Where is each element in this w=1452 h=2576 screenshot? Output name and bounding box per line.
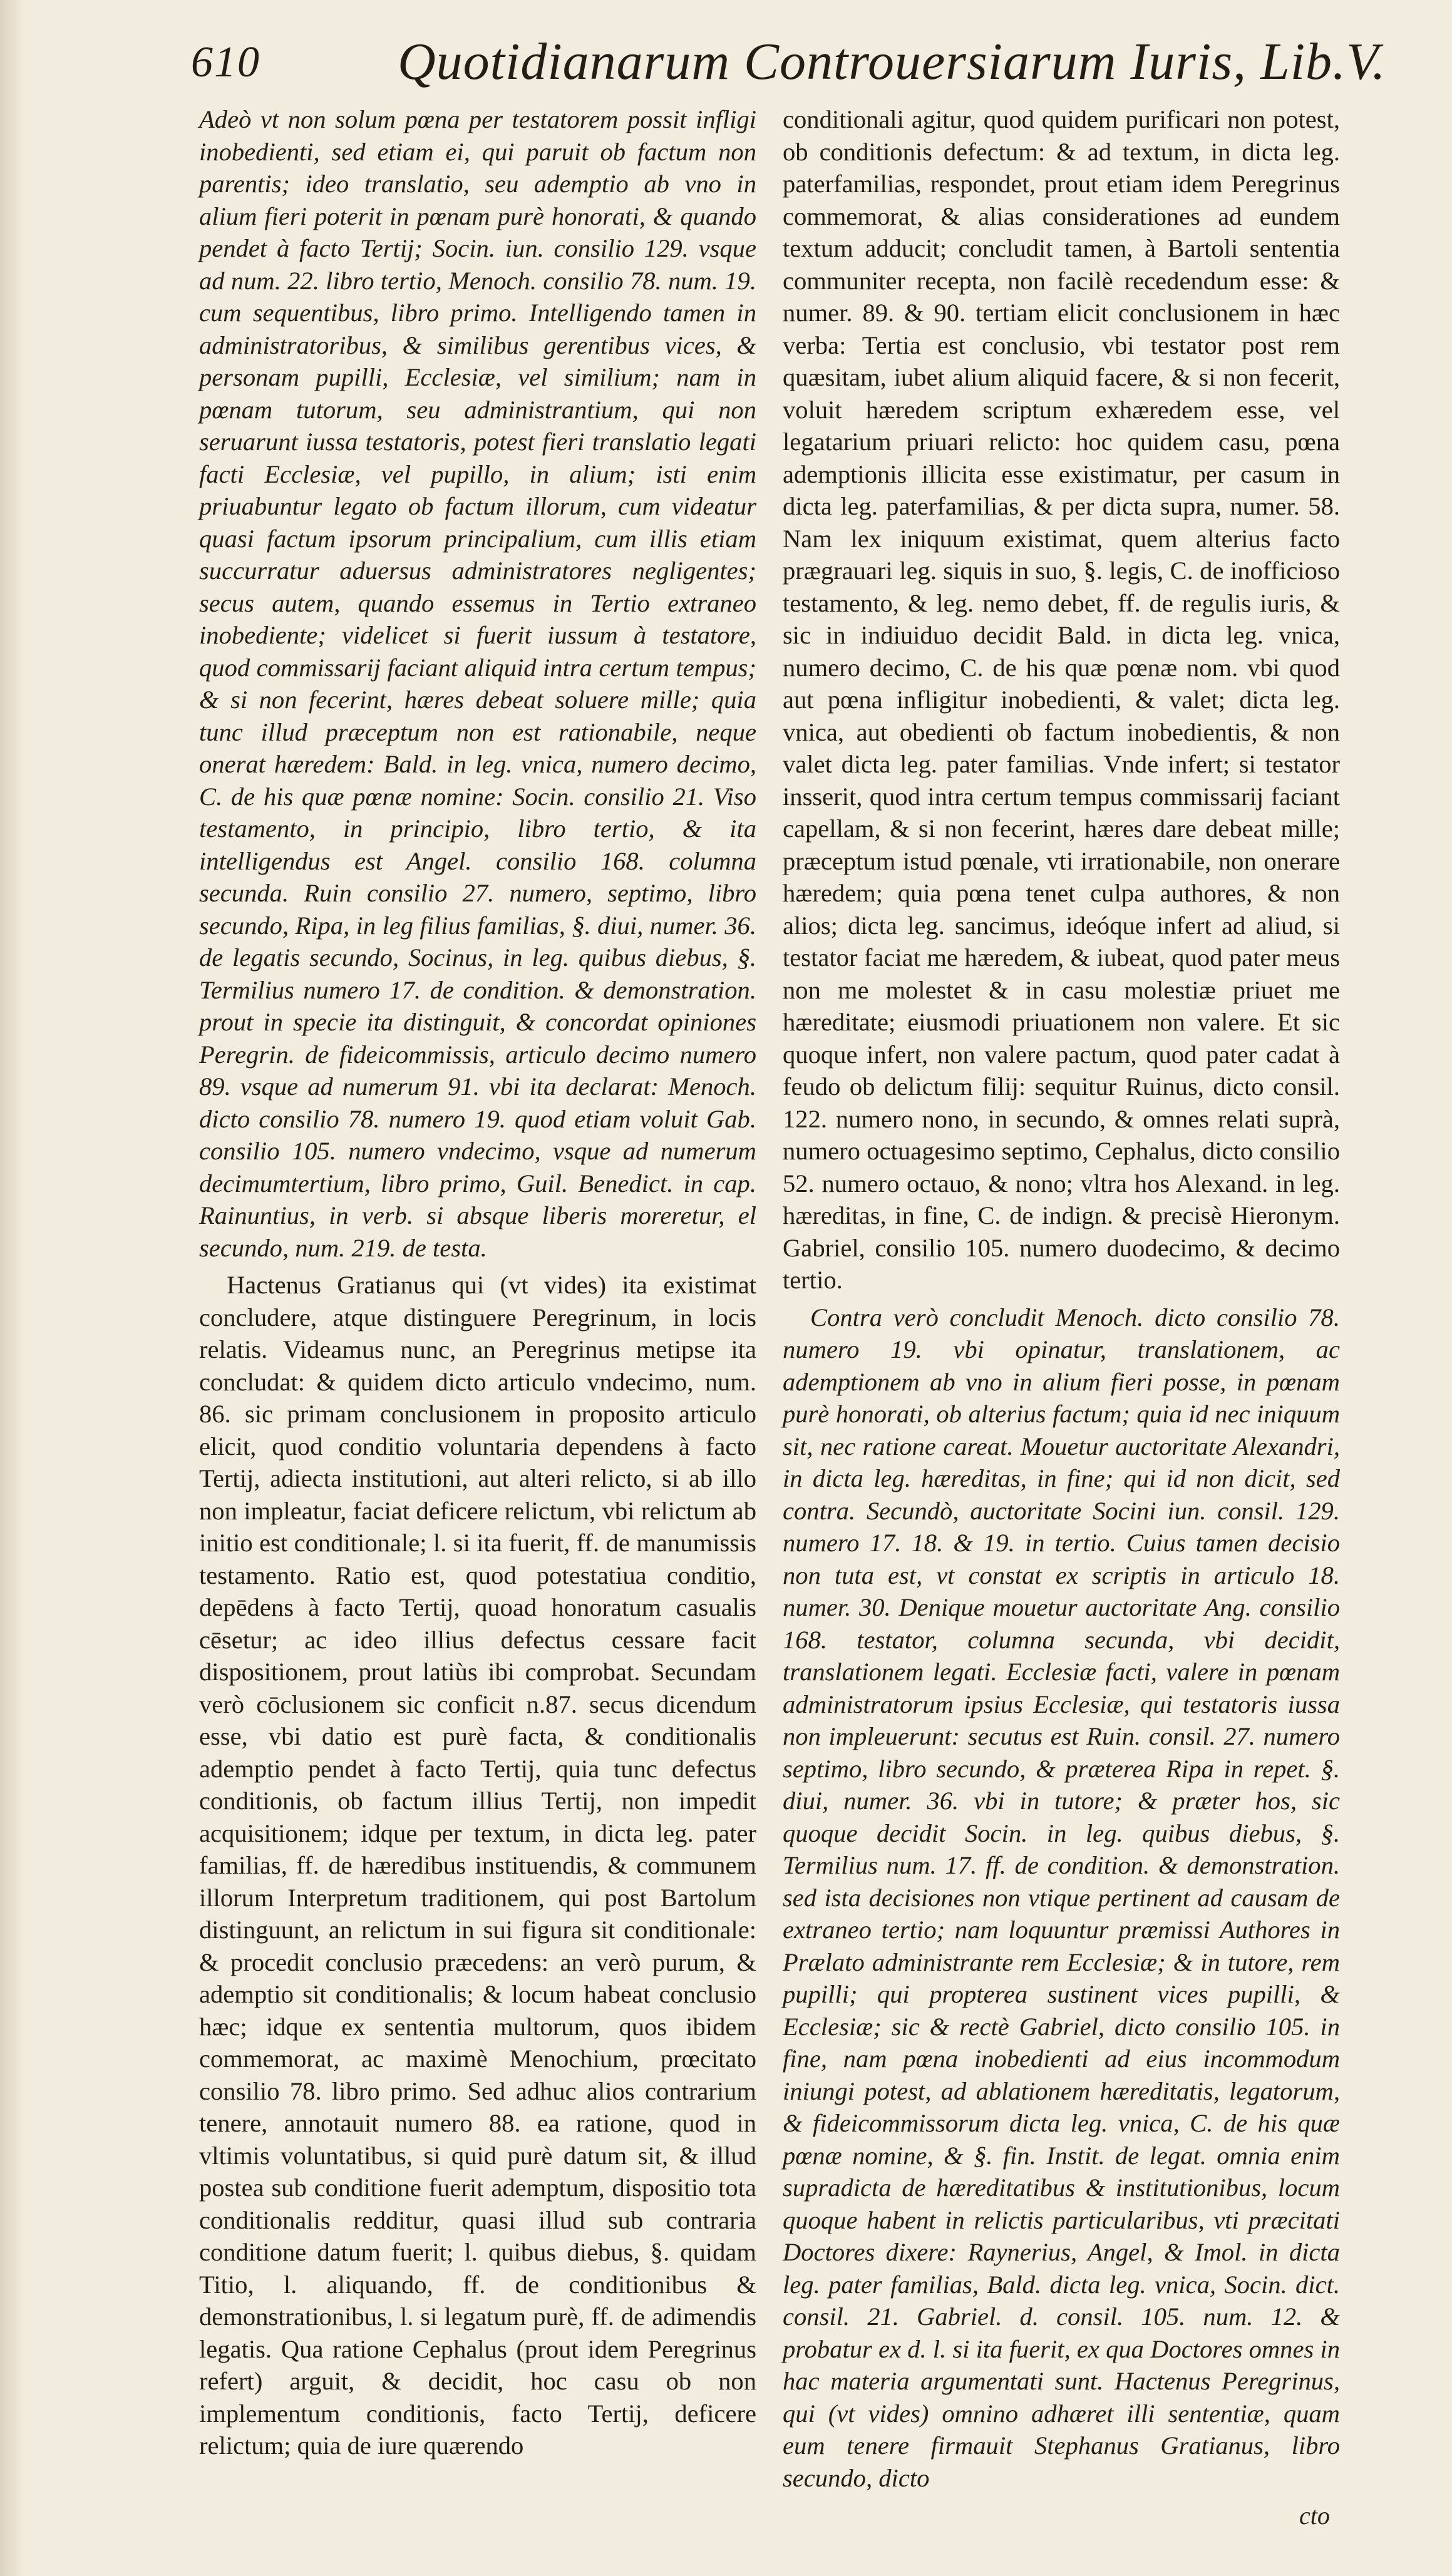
- paragraph: Adeò vt non solum pœna per testatorem possit infligi inobedienti, sed etiam ei, qui paruit ob factum non parentis; ideo translatio, seu ademptio ab vno in alium fieri poterit in pœnam purè honorati, & quando pendet à facto Tertij; Socin. iun. consilio 129. vsque ad num. 22. libro tertio, Menoch. consilio 78. num. 19. cum sequentibus, libro primo. Intelligendo tamen in administratoribus, & similibus gerentibus vices, & personam pupilli, Ecclesiæ, vel similium; nam in pœnam tutorum, seu administrantium, qui non seruarunt iussa testatoris, potest fieri translatio legati facti Ecclesiæ, vel pupillo, in alium; isti enim priuabuntur legato ob factum illorum, cum videatur quasi factum ipsorum principalium, cum illis etiam succurratur aduersus administratores negligentes; secus autem, quando essemus in Tertio extraneo inobediente; videlicet si fuerit iussum à testatore, quod commissarij faciant aliquid intra certum tempus; & si non fecerint, hæres debeat soluere mille; quia tunc illud præceptum non est rationabile, neque onerat hæredem: Bald. in leg. vnica, numero decimo, C. de his quæ pœnæ nomine: Socin. consilio 21. Viso testamento, in principio, libro tertio, & ita intelligendus est Angel. consilio 168. columna secunda. Ruin consilio 27. numero, septimo, libro secundo, Ripa, in leg filius familias, §. diui, numer. 36. de legatis secundo, Socinus, in leg. quibus diebus, §. Termilius numero 17. de condition. & demonstration. prout in specie ita distinguit, & concordat opiniones Peregrin. de fideicommissis, articulo decimo numero 89. vsque ad numerum 91. vbi ita declarat: Menoch. dicto consilio 78. numero 19. quod etiam voluit Gab. consilio 105. numero vndecimo, vsque ad numerum decimumtertium, libro primo, Guil. Benedict. in cap. Rainuntius, in verb. si absque liberis moreretur, el secundo, num. 219. de testa.: [199, 105, 756, 1262]
- page-number: 610: [191, 38, 260, 86]
- page-edge-shadow: [0, 0, 25, 2576]
- page-header: [191, 26, 1386, 101]
- catchword: cto: [1299, 2502, 1330, 2530]
- right-column: [783, 103, 1340, 2494]
- running-title: Quotidianarum Controuersiarum Iuris, Lib.V.: [398, 33, 1386, 91]
- paragraph: Hactenus Gratianus qui (vt vides) ita existimat concludere, atque distinguere Peregrinum, in locis relatis. Videamus nunc, an Peregrinus metipse ita concludat: & quidem dicto articulo vndecimo, num. 86. sic primam conclusionem in proposito articulo elicit, quod conditio voluntaria dependens à facto Tertij, adiecta institutioni, aut alteri relicto, si ab illo non impleatur, faciat deficere relictum, vbi relictum ab initio est conditionale; l. si ita fuerit, ff. de manumissis testamento. Ratio est, quod potestatiua conditio, depēdens à facto Tertij, quoad honoratum casualis cēsetur; ac ideo illius defectus cessare facit dispositionem, prout latiùs ibi comprobat. Secundam verò cōclusionem sic conficit n.87. secus dicendum esse, vbi datio est purè facta, & conditionalis ademptio pendet à facto Tertij, quia tunc defectus conditionis, ob factum illius Tertij, non impedit acquisitionem; idque per textum, in dicta leg. pater familias, ff. de hæredibus instituendis, & communem illorum Interpretum traditionem, qui post Bartolum distinguunt, an relictum in sui figura sit conditionale: & procedit conclusio præcedens: an verò purum, & ademptio sit conditionalis; & locum habeat conclusio hæc; idque ex sententia multorum, quos ibidem commemorat, ac maximè Menochium, prœcitato consilio 78. libro primo. Sed adhuc alios contrarium tenere, annotauit numero 88. ea ratione, quod in vltimis voluntatibus, si quid purè datum sit, & illud postea sub conditione fuerit ademptum, dispositio tota conditionalis redditur, quasi illud sub contraria conditione datum fuerit; l. quibus diebus, §. quidam Titio, l. aliquando, ff. de conditionibus & demonstrationibus, l. si legatum purè, ff. de adimendis legatis. Qua ratione Cephalus (prout idem Peregrinus refert) arguit, & decidit, hoc casu ob non implementum conditionis, facto Tertij, deficere relictum; quia de iure quærendo: [199, 1271, 756, 2460]
- left-column: [199, 103, 756, 2462]
- paragraph: Contra verò concludit Menoch. dicto consilio 78. numero 19. vbi opinatur, translationem, ac ademptionem ab vno in alium fieri posse, in pœnam purè honorati, ob alterius factum; quia id nec iniquum sit, nec ratione careat. Mouetur auctoritate Alexandri, in dicta leg. hæreditas, in fine; qui id non dicit, sed contra. Secundò, auctoritate Socini iun. consil. 129. numero 17. 18. & 19. in tertio. Cuius tamen decisio non tuta est, vt constat ex scriptis in articulo 18. numer. 30. Denique mouetur auctoritate Ang. consilio 168. testator, columna secunda, vbi decidit, translationem legati. Ecclesiæ facti, valere in pœnam administratorum ipsius Ecclesiæ, qui testatoris iussa non impleuerunt: secutus est Ruin. consil. 27. numero septimo, libro secundo, & præterea Ripa in repet. §. diui, numer. 36. vbi in tutore; & præter hos, sic quoque decidit Socin. in leg. quibus diebus, §. Termilius num. 17. ff. de condition. & demonstration. sed ista decisiones non vtique pertinent ad causam de extraneo tertio; nam loquuntur præmissi Authores in Prælato administrante rem Ecclesiæ; & in tutore, rem pupilli; qui propterea sustinent vices pupilli, & Ecclesiæ; sic & rectè Gabriel, dicto consilio 105. in fine, nam pœna inobedienti ad eius incommodum iniungi potest, ad ablationem hæreditatis, legatorum, & fideicommissorum dicta leg. vnica, C. de his quæ pœnæ nomine, & §. fin. Instit. de legat. omnia enim supradicta de hæreditatibus & institutionibus, locum quoque habent in relictis particularibus, vti præcitati Doctores dixere: Raynerius, Angel, & Imol. in dicta leg. pater familias, Bald. dicta leg. vnica, Socin. dict. consil. 21. Gabriel. d. consil. 105. num. 12. & probatur ex d. l. si ita fuerit, ex qua Doctores omnes in hac materia argumentati sunt. Hactenus Peregrinus, qui (vt vides) omnino adhæret illi sententiæ, quam eum tenere firmauit Stephanus Gratianus, libro secundo, dicto: [783, 1303, 1340, 2492]
- paragraph: conditionali agitur, quod quidem purificari non potest, ob conditionis defectum: & ad textum, in dicta leg. paterfamilias, respondet, prout etiam idem Peregrinus commemorat, & alias considerationes ad eundem textum adducit; concludit tamen, à Bartoli sententia communiter recepta, non facilè recedendum esse: & numer. 89. & 90. tertiam elicit conclusionem in hæc verba: Tertia est conclusio, vbi testator post rem quæsitam, iubet alium aliquid facere, & si non fecerit, voluit hæredem scriptum exhæredem esse, vel legatarium priuari relicto: hoc quidem casu, pœna ademptionis illicita esse existimatur, per casum in dicta leg. paterfamilias, & per dicta supra, numer. 58. Nam lex iniquum existimat, quem alterius facto prægrauari leg. siquis in suo, §. legis, C. de inofficioso testamento, & leg. nemo debet, ff. de regulis iuris, & sic in indiuiduo decidit Bald. in dicta leg. vnica, numero decimo, C. de his quæ pœnæ nom. vbi quod aut pœna infligitur inobedienti, & valet; dicta leg. vnica, aut obedienti ob factum inobedientis, & non valet dicta leg. pater familias. Vnde infert; si testator insserit, quod intra certum tempus commissarij faciant capellam, & si non fecerint, hæres dare debeat mille; præceptum istud pœnale, vti irrationabile, non onerare hæredem; quia pœna tenet culpa authores, & non alios; dicta leg. sancimus, ideóque infert ad aliud, si testator faciat me hæredem, & iubeat, quod pater meus non me molestet & in casu molestiæ priuet me hæreditate; eiusmodi priuationem non valere. Et sic quoque infert, non valere pactum, quod pater cadat à feudo ob delictum filij: sequitur Ruinus, dicto consil. 122. numero nono, in secundo, & omnes relati suprà, numero octuagesimo septimo, Cephalus, dicto consilio 52. numero octauo, & nono; vltra hos Alexand. in leg. hæreditas, in fine, C. de indign. & precisè Hieronym. Gabriel, consilio 105. numero duodecimo, & decimo tertio.: [783, 105, 1340, 1294]
